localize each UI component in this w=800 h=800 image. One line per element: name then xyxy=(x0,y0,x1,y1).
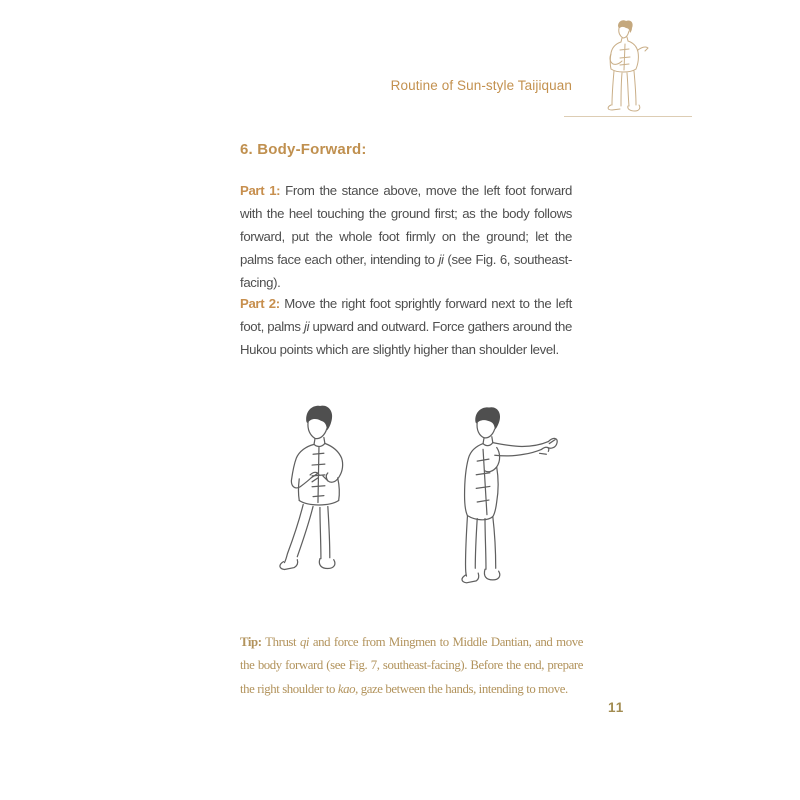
part1-text: From the stance above, move the left foot forward with the heel touching the ground first; as the body follows forward, put the whole foot firmly on the ground; let the palms face each other, intending to ji (see Fig. 6, southeast-facing). xyxy=(240,183,572,291)
paragraph-part1 xyxy=(240,179,572,294)
taiji-pose-arms-extended-figure xyxy=(448,403,560,601)
tip-paragraph xyxy=(240,631,583,701)
taiji-pose-palms-facing-figure xyxy=(266,402,366,604)
part2-label: Part 2: xyxy=(240,296,280,311)
tip-label: Tip: xyxy=(240,635,262,649)
page-number: 11 xyxy=(608,700,625,715)
running-header-title: Routine of Sun-style Taijiquan xyxy=(390,78,572,93)
part2-text: Move the right foot sprightly forward next to the left foot, palms ji upward and outward. Force gathers around the Hukou points which are slightly higher than shoulder level. xyxy=(240,296,573,358)
paragraph-part2 xyxy=(240,292,572,361)
header-taiji-figure-icon xyxy=(596,20,652,116)
part1-label: Part 1: xyxy=(240,183,281,198)
tip-text: Thrust qi and force from Mingmen to Middle Dantian, and move the body forward (see Fig. 7, southeast-facing). Before the end, prepare the right shoulder to kao, gaze between the hands, intending to move. xyxy=(240,635,583,696)
header-rule xyxy=(564,116,692,117)
section-heading: 6. Body-Forward: xyxy=(240,141,367,158)
